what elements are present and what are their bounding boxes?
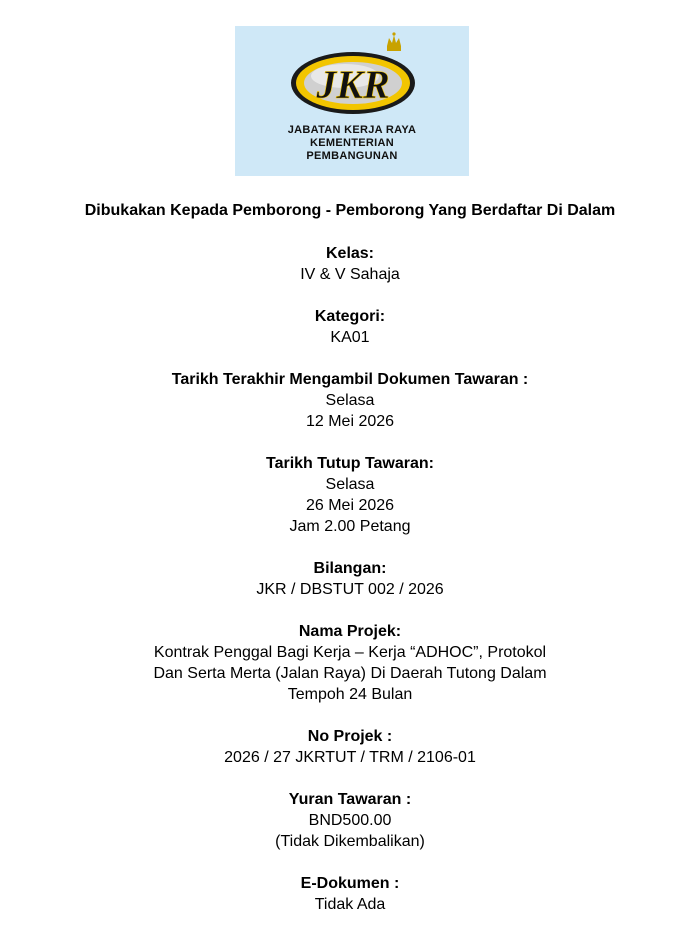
section-yuran: [0, 789, 700, 852]
page-heading: Dibukakan Kepada Pemborong - Pemborong Yang Berdaftar Di Dalam: [84, 202, 616, 219]
yuran-amount: BND500.00: [308, 812, 392, 829]
tender-details: [0, 243, 700, 936]
yuran-note: (Tidak Dikembalikan): [275, 833, 425, 850]
tarikh-tutup-day: Selasa: [325, 476, 375, 493]
kategori-label: Kategori:: [314, 308, 386, 325]
crown-icon: [387, 32, 401, 51]
nama-projek-line-3: Tempoh 24 Bulan: [287, 686, 413, 703]
section-tarikh-ambil: [0, 369, 700, 432]
jkr-emblem-icon: [235, 26, 469, 126]
tarikh-ambil-date: 12 Mei 2026: [305, 413, 395, 430]
nama-projek-label: Nama Projek:: [298, 623, 402, 640]
tarikh-ambil-label: Tarikh Terakhir Mengambil Dokumen Tawaran :: [171, 371, 529, 388]
section-no-projek: [0, 726, 700, 768]
tarikh-tutup-time: Jam 2.00 Petang: [289, 518, 411, 535]
logo-line-1: JABATAN KERJA RAYA: [287, 124, 417, 136]
section-edokumen: [0, 873, 700, 915]
section-kategori: [0, 306, 700, 348]
nama-projek-line-1: Kontrak Penggal Bagi Kerja – Kerja “ADHOC”, Protokol: [153, 644, 547, 661]
edokumen-label: E-Dokumen :: [300, 875, 400, 892]
kelas-value: IV & V Sahaja: [300, 266, 400, 283]
nama-projek-line-2: Dan Serta Merta (Jalan Raya) Di Daerah Tutong Dalam: [153, 665, 547, 682]
section-kelas: [0, 243, 700, 285]
section-nama-projek: [0, 621, 700, 705]
kelas-label: Kelas:: [325, 245, 375, 262]
tarikh-ambil-day: Selasa: [325, 392, 375, 409]
section-bilangan: [0, 558, 700, 600]
no-projek-value: 2026 / 27 JKRTUT / TRM / 2106-01: [224, 749, 476, 766]
kategori-value: KA01: [330, 329, 370, 346]
tarikh-tutup-label: Tarikh Tutup Tawaran:: [265, 455, 434, 472]
tarikh-tutup-date: 26 Mei 2026: [305, 497, 395, 514]
jkr-logo: [235, 26, 469, 176]
bilangan-label: Bilangan:: [313, 560, 387, 577]
logo-line-2: KEMENTERIAN: [310, 137, 394, 149]
yuran-label: Yuran Tawaran :: [288, 791, 412, 808]
emblem-text: JKR: [316, 62, 390, 107]
logo-line-3: PEMBANGUNAN: [306, 150, 398, 162]
bilangan-value: JKR / DBSTUT 002 / 2026: [256, 581, 444, 598]
edokumen-value: Tidak Ada: [314, 896, 386, 913]
section-tarikh-tutup: [0, 453, 700, 537]
no-projek-label: No Projek :: [307, 728, 393, 745]
